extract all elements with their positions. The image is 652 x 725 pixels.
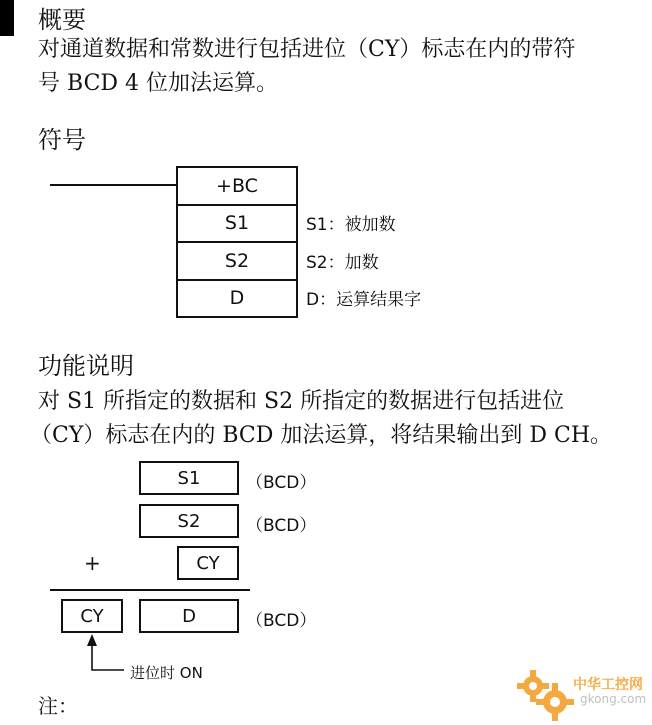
symbol-cell-s2: S2 <box>178 243 296 281</box>
gear-logo-icon <box>515 664 575 722</box>
legend-d: D：运算结果字 <box>306 290 422 310</box>
watermark-brand: 中华工控网 <box>573 677 643 693</box>
function-heading: 功能说明 <box>38 352 134 380</box>
legend-s2: S2：加数 <box>306 253 379 273</box>
result-d-box: D <box>139 599 239 633</box>
carry-note: 进位时 ON <box>130 664 203 682</box>
bcd-label-s1: （BCD） <box>246 473 317 493</box>
carry-out-box: CY <box>61 599 123 633</box>
function-line-1: 对 S1 所指定的数据和 S2 所指定的数据进行包括进位 <box>38 389 565 414</box>
operand-s1-box: S1 <box>139 461 239 495</box>
symbol-heading: 符号 <box>38 126 86 154</box>
symbol-cell-s1: S1 <box>178 206 296 244</box>
bcd-label-d: （BCD） <box>246 611 317 631</box>
note-label: 注： <box>38 694 78 718</box>
plus-sign: + <box>84 551 101 575</box>
ladder-input-line <box>50 184 178 186</box>
watermark-domain: gkong.com <box>580 692 647 706</box>
overview-line-2: 号 BCD 4 位加法运算。 <box>38 71 279 96</box>
operand-s2-box: S2 <box>139 504 239 538</box>
symbol-cell-d: D <box>229 287 245 310</box>
symbol-cell-mnemonic: +BC <box>178 168 296 206</box>
overview-heading: 概要 <box>38 6 86 34</box>
overview-line-1: 对通道数据和常数进行包括进位（CY）标志在内的带符 <box>38 37 576 62</box>
accent-bar <box>0 0 14 36</box>
carry-arrow-icon <box>80 632 130 676</box>
function-line-2: （CY）标志在内的 BCD 加法运算，将结果输出到 D CH。 <box>30 423 613 448</box>
instruction-symbol-box <box>176 166 298 318</box>
sum-line <box>50 589 250 591</box>
legend-s1: S1：被加数 <box>306 215 396 235</box>
bcd-label-s2: （BCD） <box>246 516 317 536</box>
carry-in-box: CY <box>177 546 239 580</box>
